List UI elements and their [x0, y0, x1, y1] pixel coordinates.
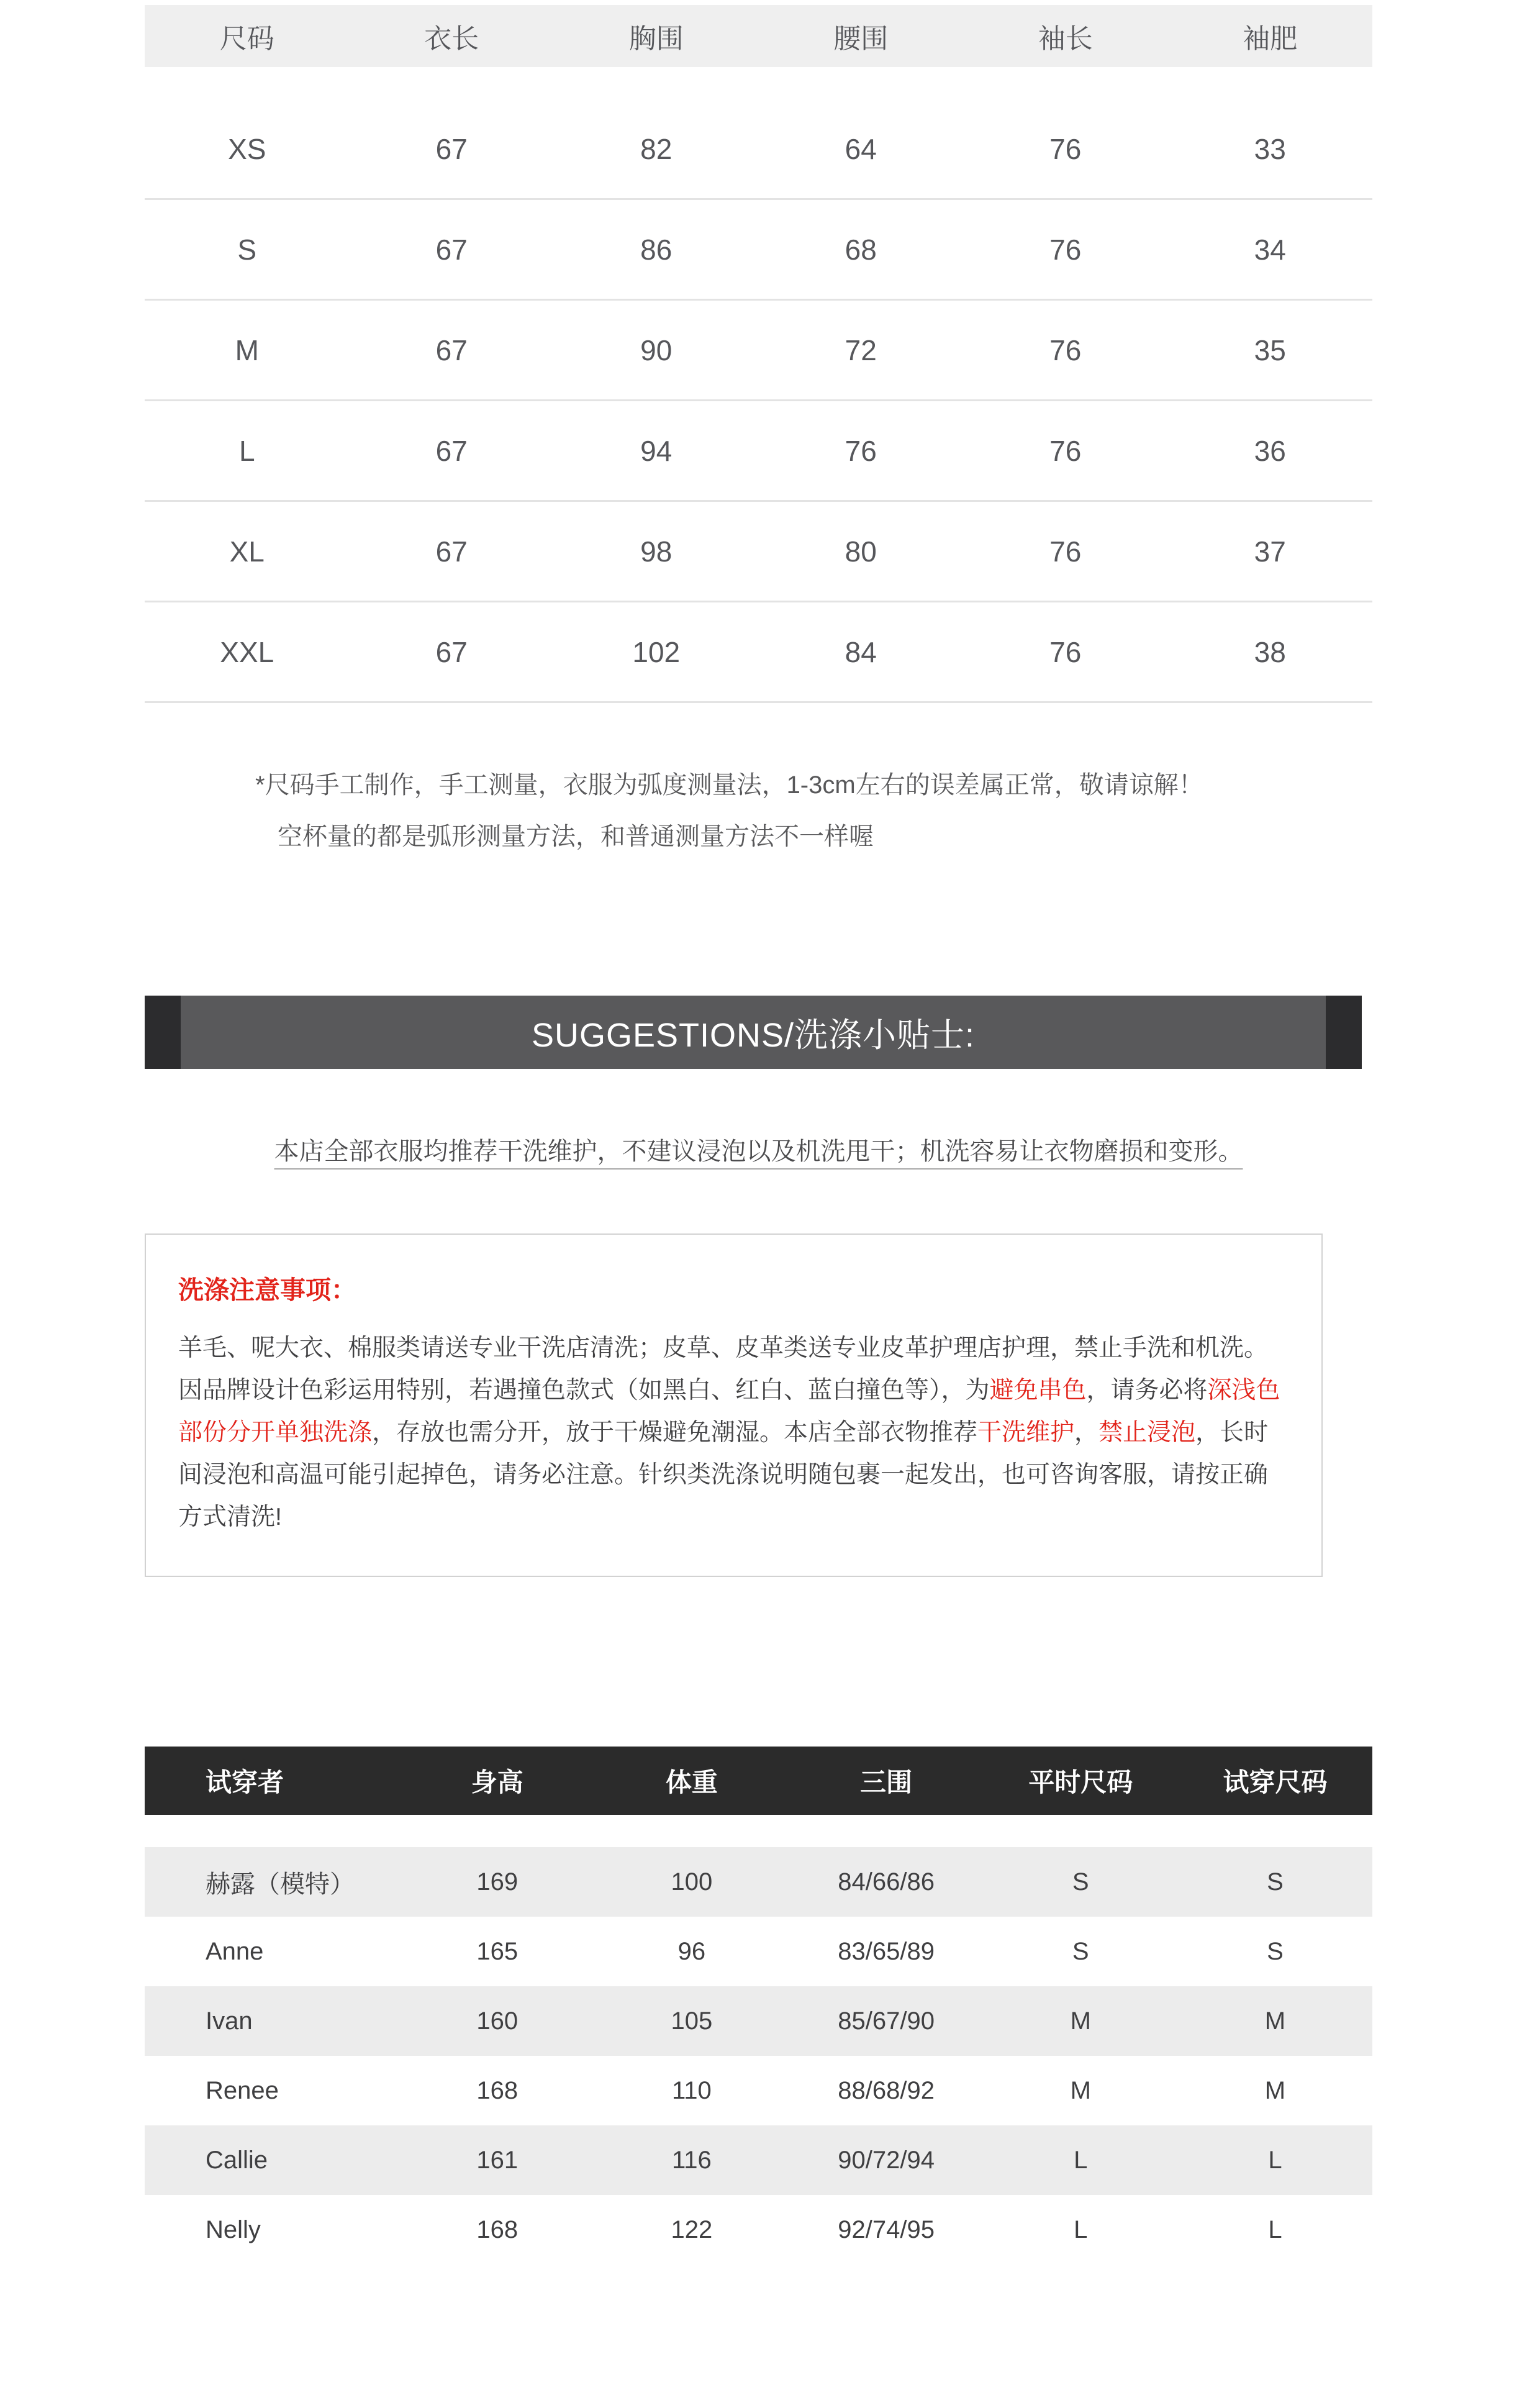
size-cell: 36 [1254, 434, 1286, 467]
size-cell: 68 [845, 233, 877, 266]
fit-cell: M [1264, 2076, 1286, 2104]
fit-cell: 160 [476, 2007, 519, 2035]
size-table-header-cell: 尺码 [219, 24, 274, 54]
size-cell: 37 [1254, 535, 1286, 568]
fit-cell: L [1074, 2215, 1088, 2243]
notice-text-red: 避免串色 [989, 1377, 1087, 1404]
notice-text-red: 干洗维护 [977, 1419, 1075, 1446]
size-cell: 76 [845, 434, 877, 467]
fit-table-row [145, 1847, 1372, 1917]
fit-table-row [145, 2195, 1372, 2265]
size-cell: 94 [640, 434, 673, 467]
fit-table-header-cell: 体重 [665, 1768, 718, 1797]
fit-cell: 168 [476, 2076, 519, 2104]
size-cell: 67 [435, 233, 468, 266]
fit-cell: 84/66/86 [838, 1868, 935, 1896]
size-cell: 67 [435, 132, 468, 165]
size-cell: 76 [1049, 233, 1082, 266]
fit-cell: Renee [206, 2076, 279, 2104]
banner-title-area [181, 996, 1326, 1069]
size-table-row [145, 502, 1372, 602]
size-cell: L [238, 434, 255, 467]
fit-cell: Anne [206, 1937, 264, 1965]
size-cell: 67 [435, 535, 468, 568]
size-cell: 72 [845, 334, 877, 366]
size-table-body [145, 99, 1372, 703]
size-cell: 84 [845, 635, 877, 668]
size-table-row [145, 99, 1372, 200]
product-detail-page [145, 0, 1372, 2385]
size-cell: M [235, 334, 259, 366]
size-cell: 80 [845, 535, 877, 568]
measurement-note-line: *尺码手工制作，手工测量，衣服为弧度测量法，1-3cm左右的误差属正常，敬请谅解！ [255, 771, 1203, 799]
fit-cell: 96 [677, 1937, 706, 1965]
fit-cell: 88/68/92 [838, 2076, 935, 2104]
fit-table-header-cell: 试穿者 [206, 1768, 284, 1797]
notice-text: 羊毛、呢大衣、棉服类请送专业干洗店清洗；皮草、皮革类送专业皮革护理店护理，禁止手洗和机洗。因品牌设计色彩运用特别，若遇撞色款式（如黑白、红白、蓝白撞色等），为 [178, 1335, 1269, 1404]
suggestions-banner [145, 996, 1362, 1069]
size-cell: 86 [640, 233, 673, 266]
size-cell: 34 [1254, 233, 1286, 266]
fit-cell: Ivan [206, 2007, 253, 2035]
fit-cell: S [1267, 1937, 1284, 1965]
fit-cell: 85/67/90 [838, 2007, 935, 2035]
measurement-notes [255, 765, 1203, 852]
size-cell: 38 [1254, 635, 1286, 668]
fit-cell: S [1267, 1868, 1284, 1896]
fit-cell: 116 [672, 2146, 712, 2174]
fit-cell: L [1268, 2146, 1282, 2174]
fit-cell: 169 [476, 1868, 519, 1896]
size-cell: 67 [435, 434, 468, 467]
size-cell: 76 [1049, 434, 1082, 467]
washing-notice-box [145, 1233, 1323, 1577]
fit-cell: 100 [671, 1868, 713, 1896]
fit-cell: 92/74/95 [838, 2215, 935, 2243]
fit-table-row [145, 1917, 1372, 1986]
fit-cell: L [1074, 2146, 1088, 2174]
fit-cell: 110 [672, 2076, 712, 2104]
fit-cell: 90/72/94 [838, 2146, 935, 2174]
fit-cell: Callie [206, 2146, 268, 2174]
size-cell: 67 [435, 334, 468, 366]
fit-cell: 赫露（模特） [206, 1870, 355, 1898]
size-table-header-cell: 腰围 [833, 24, 889, 54]
size-cell: XXL [220, 635, 274, 668]
size-cell: 90 [640, 334, 673, 366]
fit-table-row [145, 2125, 1372, 2195]
fit-cell: 165 [476, 1937, 519, 1965]
size-table-row [145, 401, 1372, 502]
size-table-row [145, 301, 1372, 401]
notice-text: ，请务必将 [1086, 1377, 1208, 1404]
fit-table-header-cell: 身高 [471, 1768, 523, 1797]
size-cell: 76 [1049, 132, 1082, 165]
care-recommendation-text: 本店全部衣服均推荐干洗维护，不建议浸泡以及机洗甩干；机洗容易让衣物磨损和变形。 [274, 1138, 1243, 1165]
size-cell: 82 [640, 132, 673, 165]
size-cell: 35 [1254, 334, 1286, 366]
size-cell: XL [229, 535, 265, 568]
size-table-header-cell: 袖肥 [1243, 24, 1298, 54]
size-cell: 102 [632, 635, 681, 668]
care-recommendation [145, 1132, 1372, 1167]
size-cell: 76 [1049, 535, 1082, 568]
washing-notice-body [178, 1327, 1290, 1538]
fit-table-header [145, 1747, 1372, 1815]
size-cell: 67 [435, 635, 468, 668]
fit-table-header-cell: 平时尺码 [1028, 1768, 1133, 1797]
size-cell: 33 [1254, 132, 1286, 165]
notice-text: ，存放也需分开，放于干燥避免潮湿。本店全部衣物推荐 [372, 1419, 978, 1446]
size-cell: 64 [845, 132, 877, 165]
size-table-header-cell: 衣长 [424, 24, 479, 54]
banner-title: SUGGESTIONS/洗涤小贴士: [531, 1016, 976, 1054]
size-table-header-cell: 胸围 [628, 24, 684, 54]
fit-cell: M [1264, 2007, 1286, 2035]
fit-cell: 105 [671, 2007, 713, 2035]
banner-left-cap [145, 996, 181, 1069]
fit-cell: Nelly [206, 2215, 261, 2243]
fit-table-row [145, 2056, 1372, 2125]
size-cell: 98 [640, 535, 673, 568]
measurement-note-line: 空杯量的都是弧形测量方法，和普通测量方法不一样喔 [278, 823, 874, 850]
size-table-header [145, 5, 1372, 67]
size-table-header-cell: 袖长 [1038, 24, 1093, 54]
fit-cell: 168 [476, 2215, 519, 2243]
fit-table-row [145, 1986, 1372, 2056]
fit-cell: S [1072, 1868, 1089, 1896]
notice-text: ， [1074, 1419, 1099, 1446]
fit-cell: L [1268, 2215, 1282, 2243]
fit-cell: S [1072, 1937, 1089, 1965]
fit-table-body [145, 1847, 1372, 2265]
fit-cell: 122 [671, 2215, 713, 2243]
washing-notice-title: 洗涤注意事项： [178, 1276, 356, 1304]
notice-text: ，长时间浸泡和高温可能引起掉色，请务必注意。针织类洗涤说明随包裹一起发出，也可咨询客服，请按正确方式清洗! [178, 1419, 1269, 1530]
fit-table-header-cell: 试穿尺码 [1223, 1768, 1328, 1797]
fit-cell: M [1070, 2076, 1091, 2104]
fit-cell: 83/65/89 [838, 1937, 935, 1965]
fit-cell: 161 [476, 2146, 519, 2174]
fit-table-header-cell: 三围 [860, 1768, 913, 1797]
banner-right-cap [1326, 996, 1362, 1069]
size-cell: 76 [1049, 334, 1082, 366]
size-cell: S [237, 233, 257, 266]
notice-text-red: 禁止浸泡 [1098, 1419, 1196, 1446]
size-cell: XS [228, 132, 266, 165]
size-table-row [145, 602, 1372, 703]
notice-text-red: 深浅色部份分开单独洗涤 [178, 1377, 1280, 1446]
fit-cell: M [1070, 2007, 1091, 2035]
size-table-row [145, 200, 1372, 301]
size-cell: 76 [1049, 635, 1082, 668]
